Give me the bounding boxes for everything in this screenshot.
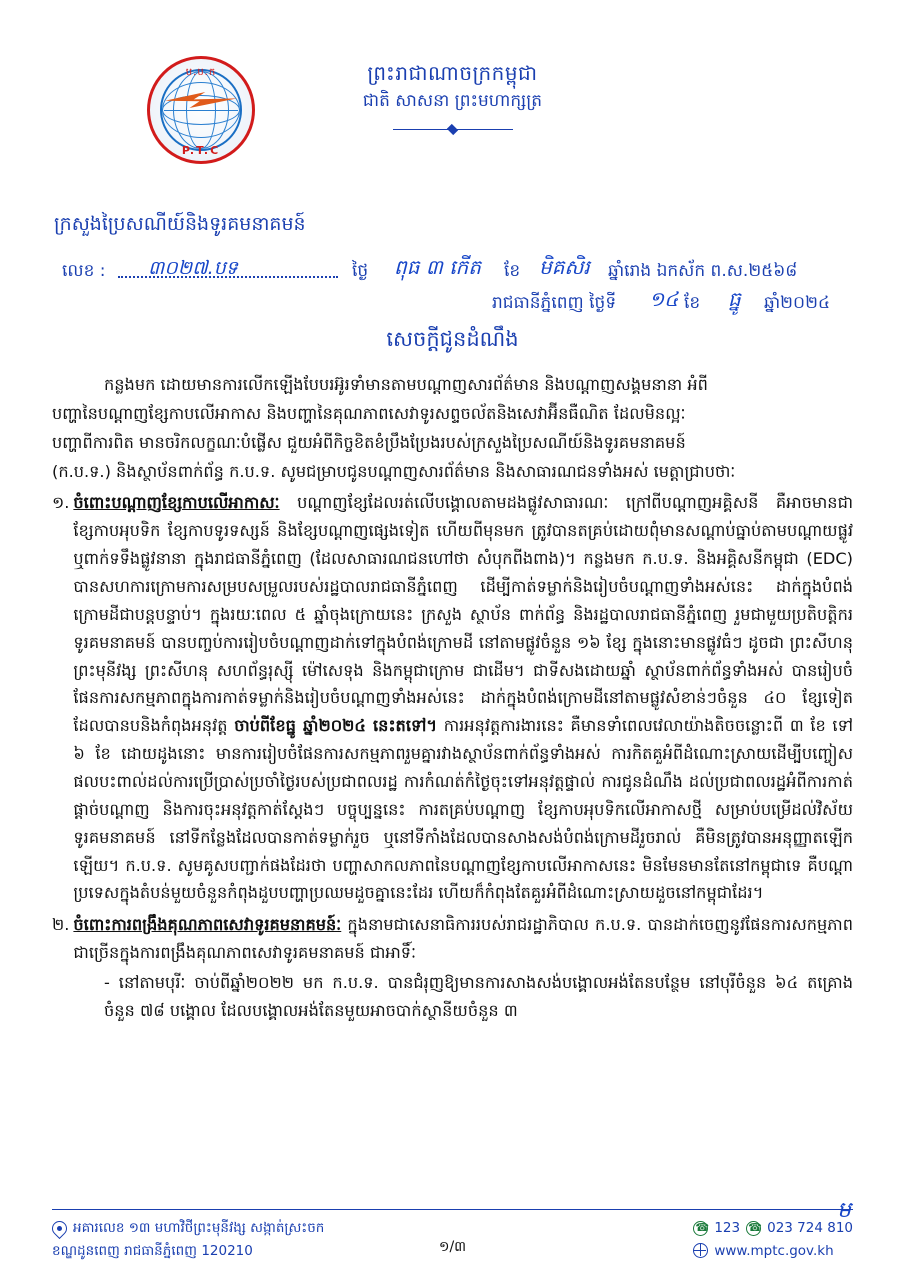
city-date-label: រាជធានីភ្នំពេញ ថ្ងៃទី — [492, 293, 617, 313]
paragraph-1a: កន្លងមក ដោយមានការលើកឡើងបែបរអ៊ូរទាំមានតាមបណ្តាញសារព័ត៌មាន និងបណ្តាញសង្គមនានា អំពី — [104, 375, 708, 394]
paragraph-1c: បញ្ហាពីការពិត មានចរិកលក្ខណៈបំផ្លើស ជួយអំពីកិច្ចខិតខំប្រឹងប្រែងរបស់ក្រសួងប្រៃសណីយ៍និងទូរគមនាគមន៍ — [52, 432, 686, 452]
phone-icon — [693, 1221, 708, 1236]
website-url[interactable]: www.mptc.gov.kh — [714, 1242, 834, 1259]
signature-mark: ម — [837, 1198, 851, 1223]
list-item-1-marker: ១. — [52, 493, 70, 513]
list-item-1-title: ចំពោះបណ្តាញខ្សែកាបលើអាកាសៈ — [73, 493, 280, 513]
day-label: ថ្ងៃ — [352, 261, 369, 281]
document-title: សេចក្តីជូនដំណឹង — [386, 327, 519, 351]
paragraph-1b: បញ្ហានៃបណ្តាញខ្សែកាបលើអាកាស និងបញ្ហានៃគុណភាពសេវាទូរសព្ទចល័តនិងសេវាអ៊ីនធឺណិត ដែលមិនល្អៈ — [52, 403, 686, 423]
list-item-2-title: ចំពោះការពង្រឹងគុណភាពសេវាទូរគមនាគមន៍ៈ — [73, 915, 342, 935]
list-item-1-text3: ការអនុវត្តការងារនេះ គឺមានទាំពេលវេលាយ៉ាងតិចចន្លោះពី ៣ ខែ ទៅ ៦ ខែ ដោយដូងនោះ មានការរៀបចំផែនការសកម្មភាពរួមគ្នារវាងស្ថាប័នពាក់ព័ន្ធទាំងអស់ ការកិតគួអំពីដំណោះស្រាយដើម្បីបញ្ចៀស ផលបះពាល់ដល់ការប្រើប្រាស់ប្រចាំថ្ងៃរបស់ប្រជាពលរដ្ឋ ការកំណត់កំថ្ងៃចុះទៅអនុវត្តផ្ទាល់ ការជូនដំណឹង ដល់ប្រជាពលរដ្ឋអំពីការកាត់ផ្តាច់បណ្តាញ និងការចុះអនុវត្តកាត់ស្តែងៗ បច្ចុប្បន្ននេះ ការតគ្រប់បណ្តាញ ខ្សែកាបអុបទិកលើអាកាសថ្មី សម្រាប់បម្រើដល់វិស័យទូរគមនាគមន៍ នៅទីកន្លែងដែលបានកាត់ទម្លាក់រួច ឬនៅទីកាំងដែលបានសាងសង់បំពង់ក្រោមដីរួចរាល់ គឺមិនត្រូវបានអនុញ្ញាតឡើកឡើយ។ — [73, 716, 853, 875]
reference-line — [52, 256, 853, 290]
month-value: មិគសិរ — [539, 255, 590, 279]
list-item-1-text4: ក.ប.ទ. សូមគូសបញ្ជាក់ផងដែរថា បញ្ហាសាកលភាពនៃបណ្តាញខ្សែកាបលើអាកាសនេះ មិនមែនមានតែនៅកម្ពុជាទេ គឺបណ្តាប្រទេសក្នុងតំបន់មួយចំនួនកំពុងដួបបញ្ហាប្រឈមដួចគ្នានេះដែរ ហើយក៏កំពុងតែគួរអំពីដំណោះស្រាយដួចនៅកម្ពុជាដែរ។ — [73, 855, 853, 903]
list-item-1 — [52, 489, 853, 907]
kingdom-line1: ព្រះរាជាណាចក្រកម្ពុជា — [367, 61, 538, 85]
list-item-2-marker: ២. — [52, 915, 70, 935]
phone-number-2: 023 724 810 — [767, 1220, 853, 1237]
month-label: ខែ — [504, 261, 521, 281]
year-label: ឆ្នាំរោង ឯកស័ក ព.ស.២៥៦៨ — [608, 261, 798, 281]
bullet-item-1: - នៅតាមបុរីៈ ចាប់ពីឆ្នាំ២០២២ មក ក.ប.ទ. បានជំរុញឱ្យមានការសាងសង់បង្គោលអង់តែនបន្ថែម នៅបុរីចំនួន ៦៤ តគ្រោង ចំនួន ៧៨ បង្គោល ដែលបង្គោលអង់តែនមួយអាចបាក់ស្ថានីយចំនួន ៣ — [104, 973, 853, 1020]
phone-number-1: 123 — [714, 1220, 741, 1237]
document-header — [52, 34, 853, 210]
address-line-2: ខណ្ឌដូនពេញ រាជធានីភ្នំពេញ 120210 — [52, 1242, 253, 1259]
list-item-2 — [52, 911, 853, 967]
ministry-name: ក្រសួងប្រៃសណីយ៍និងទូរគមនាគមន៍ — [54, 213, 306, 235]
document-footer — [52, 1209, 853, 1262]
list-item-2-text: ក្នុងនាមជាសេនាធិការរបស់រាជរដ្ឋាភិបាល ក.ប.ទ. បានដាក់ចេញនូវផែនការសកម្មភាពជាច្រើនក្នុងការពង្រឹងគុណភាពសេវាទូរគមនាគមន៍ ជាអាទិ៍ៈ — [73, 915, 853, 963]
logo-bottom-text: P.T.C — [181, 144, 221, 157]
phone-icon-2 — [746, 1221, 761, 1236]
list-item-1-bold: ចាប់ពីខែធ្នូ ឆ្នាំ២០២៤ នេះតទៅ។ — [234, 716, 438, 736]
list-item-1-text: បណ្តាញខ្សែដែលរត់លើបង្គោលតាមដងផ្លូវសាធារណៈ ក្រៅពីបណ្តាញអគ្គិសនី គឺអាចមានជា ខ្សែកាបអុបទិក ខ្សែកាបទូរទស្សន៍ និងខ្សែបណ្តាញផ្សេងទៀត ហើយពីមុនមក ត្រូវបានតគ្រប់ដោយពុំមានសណ្តាប់ធ្នាប់តាមបណ្តាយផ្លូវ ឬពាក់ទទឹងផ្លូវនានា ក្នុងរាជធានីភ្នំពេញ (ដែលសាធារណជនហៅថា សំបុកពីងពាង)។ កន្លងមក ក.ប.ទ. និងអគ្គិសនីកម្ពុជា (EDC) បានសហការក្រោមការសម្របសម្រួលរបស់រដ្ឋបាលរាជធានីភ្នំពេញ ដើម្បីកាត់ទម្លាក់និងរៀបចំបណ្តាញទាំងអស់នេះ ដាក់ក្នុងបំពង់ក្រោមដីជាបន្តបន្ទាប់។ ក្នុងរយៈពេល ៥ ឆ្នាំចុងក្រោយនេះ ក្រសួង ស្ថាប័ន ពាក់ព័ន្ធ និងរដ្ឋបាលរាជធានីភ្នំពេញ រួមជាមួយប្រតិបត្តិករទូរគមនាគមន៍ បានបញ្ចប់ការរៀបចំបណ្តាញដាក់ទៅក្នុងបំពង់ក្រោមដី នៅតាមផ្លូវចំនួន ១៦ ខ្សែ ក្នុងនោះមានផ្លូវធំៗ ដូចជា ព្រះសីហនុ ព្រះមុនីវង្ស ព្រះសីហនុ សហព័ន្ធរុស្ស៊ី ម៉ៅសេទុង និងកម្ពុជាក្រោម ជាដើម។ ជាទីសងដោយឆ្នាំ ស្ថាប័នពាក់ព័ន្ធទាំងអស់ បានរៀបចំផែនការសកម្មភាពក្នុងការកាត់ទម្លាក់និងរៀបចំបណ្តាញទាំងអស់នេះ ដាក់ក្នុងបំពង់ក្រោមដី — [73, 493, 853, 708]
page-number: ១/៣ — [438, 1239, 467, 1255]
reference-number-value: ៣០២៧.បទ — [148, 257, 238, 279]
paragraph-1d: (ក.ប.ទ.) និងស្ថាប័នពាក់ព័ន្ធ ក.ប.ទ. សូមជម្រាបជូនបណ្តាញសារព័ត៌មាន និងសាធារណជនទាំងអស់ មេត្តាជ្រាបថាៈ — [52, 461, 736, 481]
logo-top-text: ប.ប.ក — [185, 67, 217, 78]
reference-line-2 — [52, 287, 853, 322]
day-value: ពុធ ៣ កើត — [394, 255, 481, 279]
document-body — [52, 371, 853, 1025]
city-day-value: ១៤ — [649, 287, 679, 311]
kh-month-value: ធ្នូ — [728, 287, 741, 311]
ministry-logo-icon — [147, 56, 255, 164]
motto-divider — [393, 125, 513, 135]
kh-month-label: ខែ — [684, 293, 701, 313]
kh-year-label: ឆ្នាំ២០២៤ — [764, 293, 830, 313]
list-item-1-text2: នៅតាមផ្លូវសំខាន់ៗចំនួន ៤០ ខ្សែទៀត ដែលបានបនិងកំពុងអនុវត្ត — [73, 688, 853, 736]
address-line-1: អគារលេខ ១៣ មហាវិថីព្រះមុនីវង្ស សង្កាត់ស្រះចក — [73, 1220, 325, 1237]
kingdom-line2: ជាតិ សាសនា ព្រះមហាក្សត្រ — [362, 91, 543, 111]
reference-number-label: លេខ : — [62, 261, 106, 281]
